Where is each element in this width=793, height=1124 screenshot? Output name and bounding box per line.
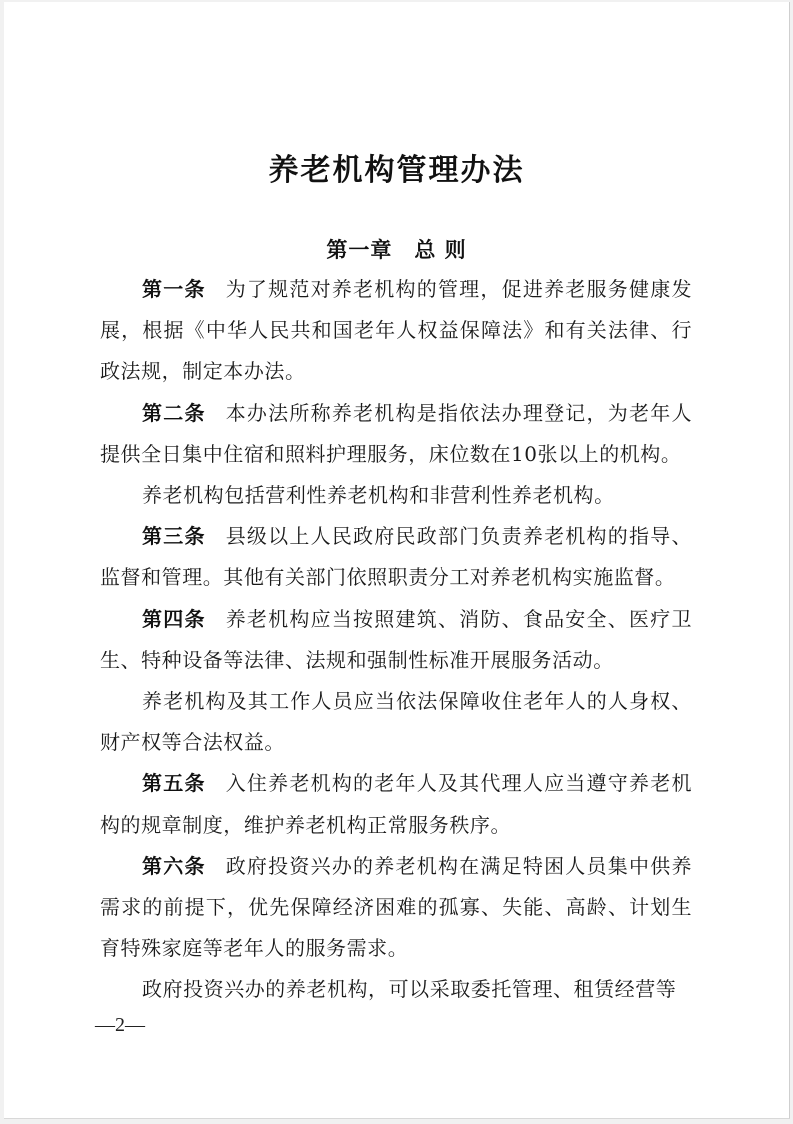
article-number: 第二条 [142,400,206,425]
paragraph-text: 养老机构及其工作人员应当依法保障收住老年人的人身权、财产权等合法权益。 [100,689,692,755]
document-title: 养老机构管理办法 [268,153,525,188]
page-number: —2— [95,1014,145,1036]
document-body [100,269,692,1011]
paragraph [100,393,692,475]
paragraph-text: 养老机构包括营利性养老机构和非营利性养老机构。 [142,483,615,508]
document-page [4,2,790,1119]
paragraph-text: 政府投资兴办的养老机构，可以采取委托管理、租赁经营等 [142,977,677,1002]
chapter-title: 总 则 [414,238,467,262]
paragraph [100,269,692,393]
article-number: 第四条 [142,606,206,631]
paragraph-text: 养老机构应当按照建筑、消防、食品安全、医疗卫生、特种设备等法律、法规和强制性标准开展服务活动。 [100,606,692,672]
paragraph [100,475,692,516]
paragraph [100,846,692,970]
article-number: 第一条 [142,277,206,301]
chapter-number: 第一章 [326,238,393,262]
paragraph [100,599,692,681]
article-number: 第五条 [142,771,206,796]
paragraph-text: 政府投资兴办的养老机构在满足特困人员集中供养需求的前提下，优先保障经济困难的孤寡、失能、高龄、计划生育特殊家庭等老年人的服务需求。 [100,853,692,961]
paragraph-text: 本办法所称养老机构是指依法办理登记，为老年人提供全日集中住宿和照料护理服务，床位数在10张以上的机构。 [100,400,692,466]
article-number: 第六条 [142,853,206,878]
chapter-heading [4,234,789,264]
paragraph [100,969,692,1010]
paragraph [100,681,692,763]
article-number: 第三条 [142,524,206,549]
paragraph [100,516,692,598]
paragraph [100,763,692,845]
paragraph-text: 入住养老机构的老年人及其代理人应当遵守养老机构的规章制度，维护养老机构正常服务秩序。 [100,771,692,837]
paragraph-text: 县级以上人民政府民政部门负责养老机构的指导、监督和管理。其他有关部门依照职责分工对养老机构实施监督。 [100,524,692,590]
paragraph-text: 为了规范对养老机构的管理，促进养老服务健康发展，根据《中华人民共和国老年人权益保障法》和有关法律、行政法规，制定本办法。 [100,277,692,384]
